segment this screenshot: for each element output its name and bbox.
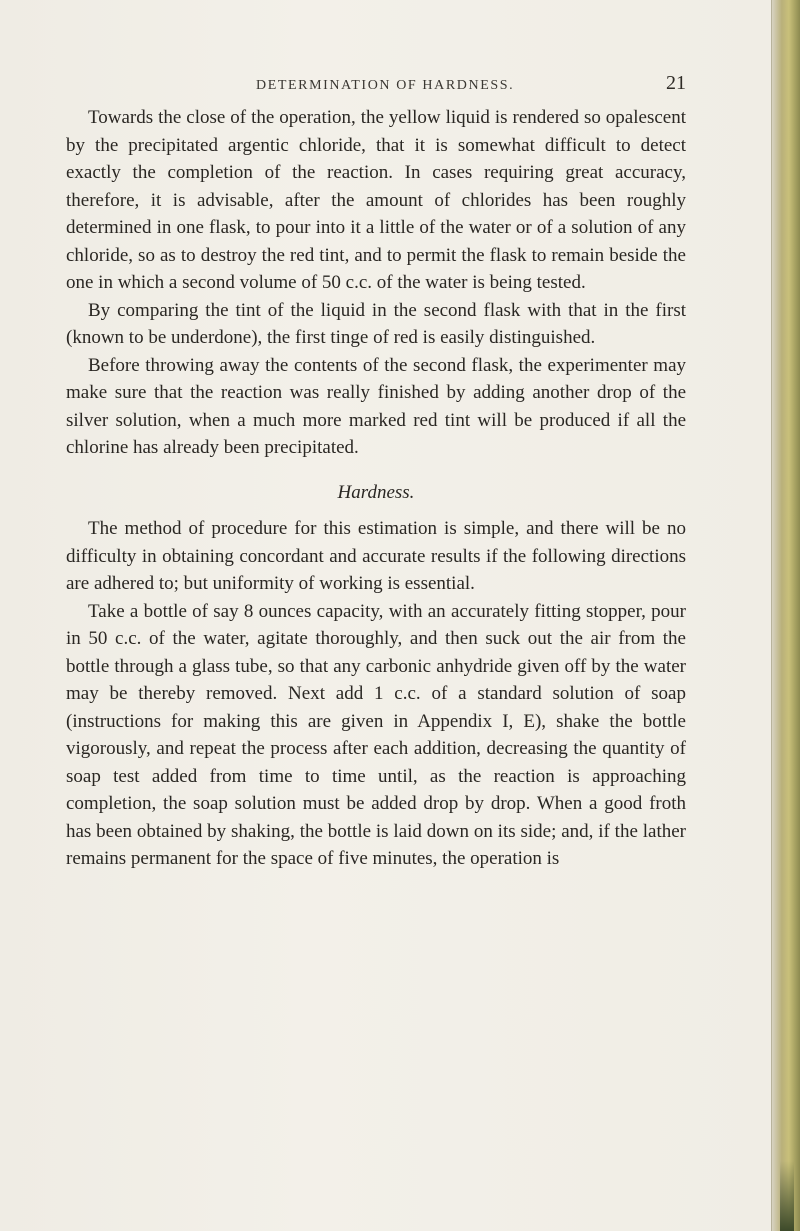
paragraph-method: The method of procedure for this estimation is simple, and there will be no difficulty in obtaining concordant and accurate results if the following directions are adhered to; but uniformity of working is essential. (66, 518, 686, 594)
page-number: 21 (666, 72, 686, 94)
paragraph-before-throwing: Before throwing away the contents of the second flask, the experimenter may make sure that the reaction was really finished by adding another drop of the silver solution, when a much more marked red tint will be produced if all the chlorine has already been precipitated. (66, 354, 686, 458)
paragraph-procedure: Take a bottle of say 8 ounces capacity, with an accurately fitting stopper, pour in 50 c.c. of the water, agitate thoroughly, and then suck out the air from the bottle through a glass tube, so that any carbonic anhydride given off by the water may be thereby removed. Next add 1 c.c. of a standard solution of soap (instructions for making this are given in Appendix I, E), shake the bottle vigorously, and repeat the process after each addition, decreasing the quantity of soap test added from time to time until, as the reaction is approaching completion, the soap solution must be added drop by drop. When a good froth has been obtained by shaking, the bottle is laid down on its side; and, if the lather remains permanent for the space of five minutes, the operation is (66, 600, 686, 869)
body-text (66, 104, 686, 873)
paragraph-opalescence: Towards the close of the operation, the yellow liquid is rendered so opalescent by the precipitated argentic chloride, that it is somewhat difficult to detect exactly the completion of the reaction. In cases requiring great accuracy, therefore, it is advisable, after the amount of chlorides has been roughly determined in one flask, to pour into it a little of the water or of a solution of any chloride, so as to destroy the red tint, and to permit the flask to remain beside the one in which a second volume of 50 c.c. of the water is being tested. (66, 107, 686, 293)
book-spine-edge (771, 0, 800, 1231)
paragraph-comparing-tint: By comparing the tint of the liquid in the second flask with that in the first (known to be underdone), the first tinge of red is easily distinguished. (66, 299, 686, 348)
running-header: DETERMINATION OF HARDNESS. (256, 78, 515, 93)
spine-shadow (780, 1161, 794, 1231)
section-heading-hardness: Hardness. (337, 481, 415, 503)
